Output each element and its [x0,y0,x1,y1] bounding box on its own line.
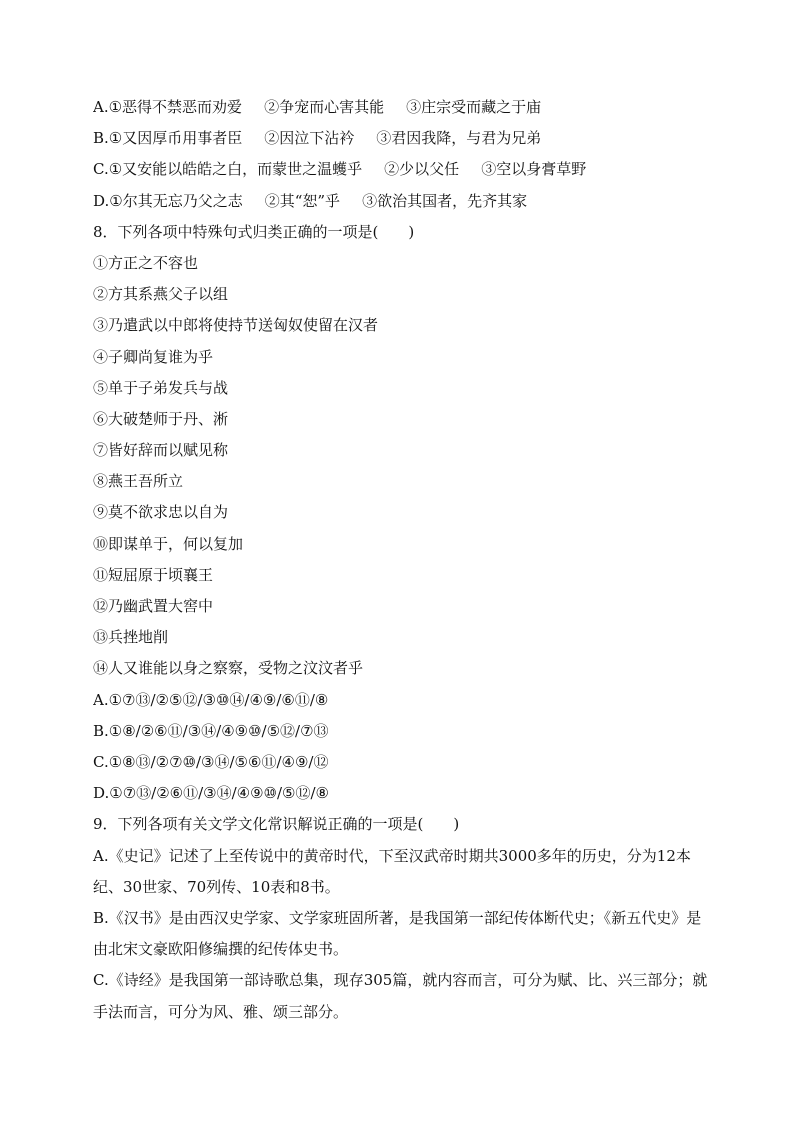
q7-option-a-part1: A.①恶得不禁恶而劝爱 [93,98,243,116]
q7-option-c-part1: C.①又安能以皓皓之白，而蒙世之温蠖乎 [93,160,363,179]
q8-item-7: ⑦皆好辞而以赋见称 [93,441,229,460]
q8-item-14: ⑭人又谁能以身之察察，受物之汶汶者乎 [93,659,364,678]
q7-option-d-part3: ③欲治其国者，先齐其家 [362,191,528,210]
q7-option-d-part2: ②其“恕”乎 [264,191,341,210]
q7-option-a-part2: ②争宠而心害其能 [264,98,385,116]
q8-item-4: ④子卿尚复谁为乎 [93,347,214,366]
q7-option-b [93,123,708,154]
q9-option-a: A.《史记》记述了上至传说中的黄帝时代，下至汉武帝时期共3000多年的历史，分为12本纪、30世家、70列传、10表和8书。 [93,846,691,896]
q8-item-2: ②方其系燕父子以组 [93,285,229,304]
q8-stem: 8．下列各项中特殊句式归类正确的一项是( ) [93,222,415,241]
q8-option-b: B.①⑧/②⑥⑪/③⑭/④⑨⑩/⑤⑫/⑦⑬ [93,721,329,740]
q8-item-11: ⑪短屈原于顷襄王 [93,565,214,584]
q8-item-6: ⑥大破楚师于丹、淅 [93,409,229,428]
q8-item-3: ③乃遣武以中郎将使持节送匈奴使留在汉者 [93,316,379,335]
q7-option-b-part1: B.①又因厚币用事者臣 [93,129,243,148]
q7-option-c-part2: ②少以父任 [384,160,460,179]
q8-option-d: D.①⑦⑬/②⑥⑪/③⑭/④⑨⑩/⑤⑫/⑧ [93,784,330,803]
q7-option-d-part1: D.①尔其无忘乃父之志 [93,191,243,210]
q7-option-c-part3: ③空以身膏草野 [481,160,587,179]
q8-item-1: ①方正之不容也 [93,253,199,272]
q8-item-12: ⑫乃幽武置大窖中 [93,597,214,615]
q7-option-a [93,92,708,123]
q7-option-d [93,186,708,217]
q8-option-c: C.①⑧⑬/②⑦⑩/③⑭/⑤⑥⑪/④⑨/⑫ [93,752,329,771]
q9-option-b: B.《汉书》是由西汉史学家、文学家班固所著，是我国第一部纪传体断代史；《新五代史》是由北宋文豪欧阳修编撰的纪传体史书。 [93,908,702,959]
q8-item-13: ⑬兵挫地削 [93,628,169,647]
q7-option-a-part3: ③庄宗受而藏之于庙 [406,98,542,116]
q8-item-10: ⑩即谋单于，何以复加 [93,534,244,553]
q7-option-b-part3: ③君因我降，与君为兄弟 [376,129,542,148]
q8-item-8: ⑧燕王吾所立 [93,472,184,491]
q9-option-c: C.《诗经》是我国第一部诗歌总集，现存305篇，就内容而言，可分为赋、比、兴三部分；就手法而言，可分为风、雅、颂三部分。 [93,971,708,1021]
q8-option-a: A.①⑦⑬/②⑤⑫/③⑩⑭/④⑨/⑥⑪/⑧ [93,690,329,709]
q8-item-5: ⑤单于子弟发兵与战 [93,378,229,397]
q7-option-c [93,154,708,185]
q9-stem: 9．下列各项有关文学文化常识解说正确的一项是( ) [93,815,460,834]
q8-item-9: ⑨莫不欲求忠以自为 [93,503,229,522]
document-page [93,92,708,1028]
q7-option-b-part2: ②因泣下沾衿 [264,129,355,148]
